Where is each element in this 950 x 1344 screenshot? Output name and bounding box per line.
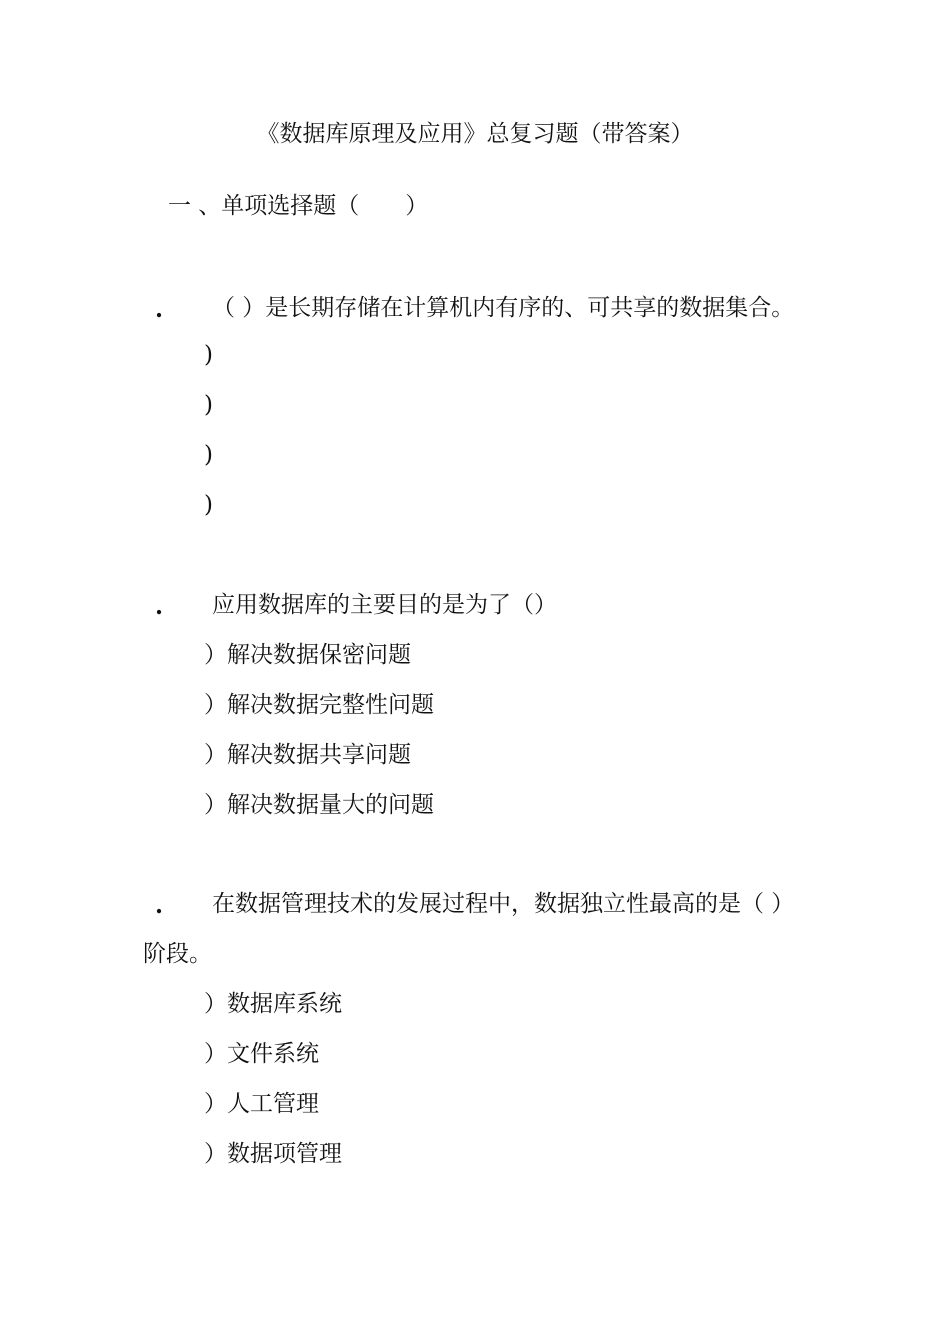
question-1-number: . (155, 296, 164, 323)
question-3-option-d: ）数据项管理 (204, 1141, 342, 1167)
question-1-option-d: ) (204, 492, 213, 518)
question-3-option-c: ）人工管理 (204, 1091, 319, 1117)
question-1-option-a: ) (204, 342, 213, 368)
question-3-text-continuation: 阶段。 (143, 941, 212, 967)
question-3-option-a: ）数据库系统 (204, 991, 342, 1017)
question-2-option-b: ）解决数据完整性问题 (204, 692, 434, 718)
question-3-text: 在数据管理技术的发展过程中，数据独立性最高的是（ ） (212, 891, 795, 917)
question-3-number: . (155, 892, 164, 919)
document-title: 《数据库原理及应用》总复习题（带答案） (256, 121, 694, 147)
question-1-option-c: ) (204, 442, 213, 468)
question-2-option-a: ）解决数据保密问题 (204, 642, 411, 668)
question-2-text: 应用数据库的主要目的是为了（） (212, 592, 557, 618)
question-1-text: （ ）是长期存储在计算机内有序的、可共享的数据集合。 (212, 295, 795, 321)
question-2-number: . (155, 593, 164, 620)
question-1-option-b: ) (204, 392, 213, 418)
question-2-option-d: ）解决数据量大的问题 (204, 792, 434, 818)
question-3-option-b: ）文件系统 (204, 1041, 319, 1067)
question-2-option-c: ）解决数据共享问题 (204, 742, 411, 768)
section-heading: 一 、单项选择题（ ） (168, 193, 429, 219)
